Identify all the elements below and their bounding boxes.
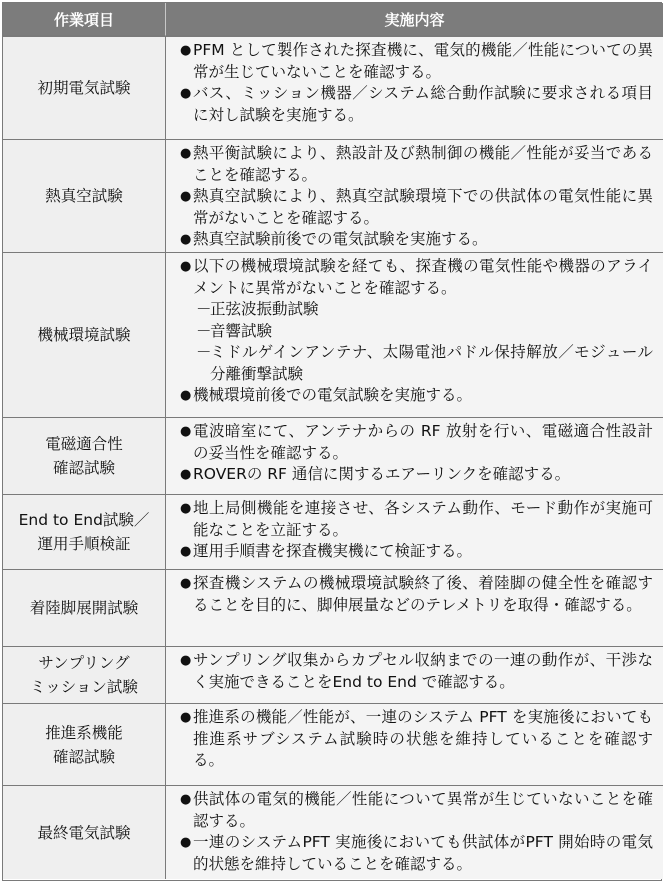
bullet-icon: ●	[180, 501, 192, 516]
item-text: ミドルゲインアンテナ、太陽電池パドル保持解放／モジュール分離衝撃試験	[210, 343, 653, 383]
item-text: 供試体の電気的機能／性能について異常が生じていないことを確認する。	[193, 790, 653, 830]
test-item-name: 電磁適合性 確認試験	[3, 417, 166, 494]
test-item-name: 機械環境試験	[3, 252, 166, 417]
bullet-icon: ●	[180, 189, 192, 204]
test-item-description	[166, 494, 663, 569]
bullet-item	[180, 83, 653, 126]
test-item-name: サンプリング ミッション試験	[3, 646, 166, 703]
bullet-item	[180, 40, 653, 83]
bullet-icon: ●	[180, 232, 192, 247]
item-text: 熱真空試験により、熱真空試験環境下での供試体の電気性能に異常がないことを確認する。	[193, 187, 653, 227]
dash-icon: －	[196, 343, 212, 361]
bullet-item	[180, 464, 653, 486]
bullet-item	[180, 498, 653, 541]
item-text: 音響試験	[210, 321, 273, 340]
bullet-icon: ●	[180, 467, 192, 482]
dash-icon: －	[196, 321, 212, 340]
item-text: 推進系の機能／性能が、一連のシステム PFT を実施後においても推進系サブシステム試験時の状態を維持していることを確認する。	[193, 708, 653, 769]
test-item-description	[166, 703, 663, 785]
bullet-item	[180, 421, 653, 464]
item-text: 一連のシステムPFT 実施後においても供試体がPFT 開始時の電気的状態を維持していることを確認する。	[193, 833, 653, 873]
bullet-item	[180, 789, 653, 832]
item-text: 正弦波振動試験	[210, 300, 319, 318]
sub-item	[180, 342, 653, 385]
bullet-icon: ●	[180, 388, 192, 403]
test-item-description	[166, 417, 663, 494]
item-text: サンプリング収集からカプセル収納までの一連の動作が、干渉なく実施できることをEnd to End で確認する。	[193, 651, 653, 691]
item-text: 探査機システムの機械環境試験終了後、着陸脚の健全性を確認することを目的に、脚伸展量などのテレメトリを取得・確認する。	[193, 574, 653, 614]
sub-item	[180, 321, 653, 343]
bullet-icon: ●	[180, 835, 192, 850]
test-item-description	[166, 646, 663, 703]
bullet-item	[180, 541, 653, 563]
bullet-icon: ●	[180, 710, 192, 725]
bullet-item	[180, 385, 653, 407]
bullet-icon: ●	[180, 259, 192, 274]
bullet-icon: ●	[180, 576, 192, 591]
item-text: バス、ミッション機器／システム総合動作試験に要求される項目に対し試験を実施する。	[193, 84, 653, 124]
item-text: 熱平衡試験により、熱設計及び熱制御の機能／性能が妥当であることを確認する。	[193, 144, 653, 184]
item-text: 電波暗室にて、アンテナからの RF 放射を行い、電磁適合性設計の妥当性を確認する。	[193, 422, 653, 462]
sub-item	[180, 299, 653, 321]
test-item-name: 熱真空試験	[3, 139, 166, 252]
bullet-item	[180, 229, 653, 251]
test-item-description	[166, 139, 663, 252]
test-item-description	[166, 36, 663, 139]
dash-icon: －	[196, 300, 212, 318]
item-text: 機械環境前後での電気試験を実施する。	[193, 386, 473, 404]
bullet-icon: ●	[180, 424, 192, 439]
test-item-description	[166, 569, 663, 646]
test-items-table	[2, 2, 662, 881]
bullet-icon: ●	[180, 43, 192, 58]
item-text: PFM として製作された探査機に、電気的機能／性能についての異常が生じていないことを確認する。	[193, 41, 653, 81]
bullet-item	[180, 256, 653, 299]
test-item-name: 初期電気試験	[3, 36, 166, 139]
bullet-icon: ●	[180, 653, 192, 668]
item-text: 運用手順書を探査機実機にて検証する。	[193, 542, 473, 560]
test-item-name: 推進系機能 確認試験	[3, 703, 166, 785]
bullet-icon: ●	[180, 792, 192, 807]
test-item-name: End to End試験／ 運用手順検証	[3, 494, 166, 569]
bullet-item	[180, 186, 653, 229]
test-item-description	[166, 785, 663, 879]
item-text: ROVERの RF 通信に関するエアーリンクを確認する。	[193, 465, 571, 483]
bullet-icon: ●	[180, 86, 192, 101]
bullet-item	[180, 143, 653, 186]
item-text: 地上局側機能を連接させ、各システム動作、モード動作が実施可能なことを立証する。	[193, 499, 653, 539]
bullet-item	[180, 650, 653, 693]
bullet-icon: ●	[180, 544, 192, 559]
header-content: 実施内容	[166, 3, 663, 36]
item-text: 熱真空試験前後での電気試験を実施する。	[193, 230, 488, 248]
bullet-item	[180, 832, 653, 875]
test-item-name: 最終電気試験	[3, 785, 166, 879]
header-item: 作業項目	[3, 3, 166, 36]
item-text: 以下の機械環境試験を経ても、探査機の電気性能や機器のアライメントに異常がないことを確認する。	[193, 257, 653, 297]
test-item-name: 着陸脚展開試験	[3, 569, 166, 646]
bullet-icon: ●	[180, 146, 192, 161]
bullet-item	[180, 573, 653, 616]
test-item-description	[166, 252, 663, 417]
bullet-item	[180, 707, 653, 772]
